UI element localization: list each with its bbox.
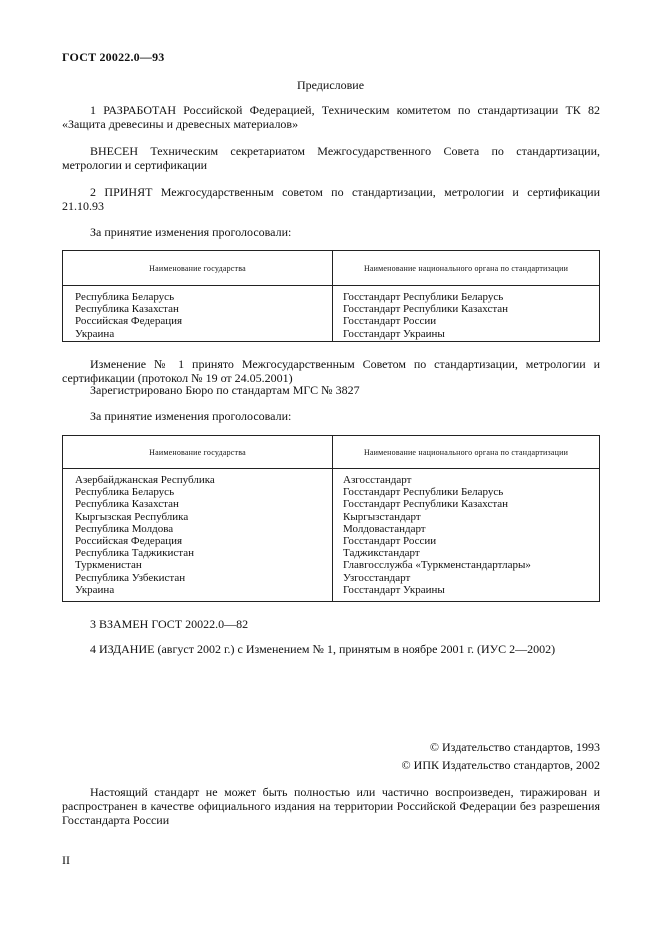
paragraph-amendment: Изменение № 1 принято Межгосударственным Советом по стандартизации, метрологии и сертификации (протокол № 19 от 24.05.2001) xyxy=(62,357,600,385)
table-cell: Госстандарт Республики Казахстан xyxy=(343,498,509,511)
copyright-notice: Настоящий стандарт не может быть полностью или частично воспроизведен, тиражирован и распространен в качестве официального издания на территории Российской Федерации без разрешения Госстандарта России xyxy=(62,785,600,827)
paragraph-adopted: 2 ПРИНЯТ Межгосударственным советом по стандартизации, метрологии и сертификации 21.10.93 xyxy=(62,185,600,213)
table-cell: Туркменистан xyxy=(75,559,142,572)
table-cell: Таджикстандарт xyxy=(343,547,420,560)
paragraph-registered: Зарегистрировано Бюро по стандартам МГС № 3827 xyxy=(90,383,360,397)
table-cell: Республика Казахстан xyxy=(75,303,179,316)
table-column-states xyxy=(75,291,182,340)
table-cell: Республика Молдова xyxy=(75,522,174,535)
table-cell: Украина xyxy=(75,583,115,596)
table-cell: Кыргызская Республика xyxy=(75,510,189,523)
paragraph-edition: 4 ИЗДАНИЕ (август 2002 г.) с Изменением № 1, принятым в ноябре 2001 г. (ИУС 2—2002) xyxy=(90,642,556,656)
table-cell: Республика Таджикистан xyxy=(75,547,194,560)
table-header-divider xyxy=(63,468,599,469)
page-number: II xyxy=(62,853,70,867)
table-column-divider xyxy=(332,436,333,601)
table-cell: Азгосстандарт xyxy=(343,474,412,486)
table-cell: Республика Узбекистан xyxy=(75,571,186,584)
table-cell: Госстандарт России xyxy=(343,315,437,328)
table-cell: Госстандарт России xyxy=(343,535,437,548)
table-header-authority: Наименование национального органа по стандартизации xyxy=(363,264,569,273)
standard-code-header: ГОСТ 20022.0—93 xyxy=(62,50,165,64)
voting-table-2 xyxy=(62,435,600,602)
table-header-divider xyxy=(63,285,599,286)
table-header-authority: Наименование национального органа по стандартизации xyxy=(363,448,569,457)
table-column-states xyxy=(75,474,215,596)
table-cell: Госстандарт Украины xyxy=(343,583,445,596)
table-cell: Азербайджанская Республика xyxy=(75,474,215,486)
table-column-authorities xyxy=(343,291,508,340)
paragraph-voted-1: За принятие изменения проголосовали: xyxy=(90,225,292,239)
copyright-2002: © ИПК Издательство стандартов, 2002 xyxy=(401,758,600,772)
table-cell: Российская Федерация xyxy=(75,315,183,328)
table-cell: Республика Беларусь xyxy=(75,486,175,499)
table-cell: Российская Федерация xyxy=(75,535,183,548)
table-column-authorities xyxy=(343,474,531,596)
table-cell: Молдовастандарт xyxy=(343,522,426,535)
table-cell: Госстандарт Республики Казахстан xyxy=(343,303,509,316)
paragraph-voted-2: За принятие изменения проголосовали: xyxy=(90,409,292,423)
table-cell: Госстандарт Республики Беларусь xyxy=(343,486,504,499)
table-cell: Узгосстандарт xyxy=(343,571,411,584)
table-cell: Госстандарт Украины xyxy=(343,327,445,340)
table-cell: Республика Беларусь xyxy=(75,291,175,303)
table-header-state: Наименование государства xyxy=(149,264,246,273)
paragraph-introduced: ВНЕСЕН Техническим секретариатом Межгосударственного Совета по стандартизации, метрологии и сертификации xyxy=(62,144,600,172)
paragraph-developed: 1 РАЗРАБОТАН Российской Федерацией, Техническим комитетом по стандартизации ТК 82 «Защита древесины и древесных материалов» xyxy=(62,103,600,131)
copyright-1993: © Издательство стандартов, 1993 xyxy=(429,740,600,754)
table-cell: Республика Казахстан xyxy=(75,498,179,511)
table-cell: Главгосслужба «Туркменстандартлары» xyxy=(343,559,531,572)
page-title: Предисловие xyxy=(296,78,365,92)
voting-table-1 xyxy=(62,250,600,342)
table-cell: Госстандарт Республики Беларусь xyxy=(343,291,504,303)
table-header-state: Наименование государства xyxy=(149,448,246,457)
table-cell: Украина xyxy=(75,327,115,340)
paragraph-replaces: 3 ВЗАМЕН ГОСТ 20022.0—82 xyxy=(90,617,249,631)
table-cell: Кыргызстандарт xyxy=(343,510,421,523)
